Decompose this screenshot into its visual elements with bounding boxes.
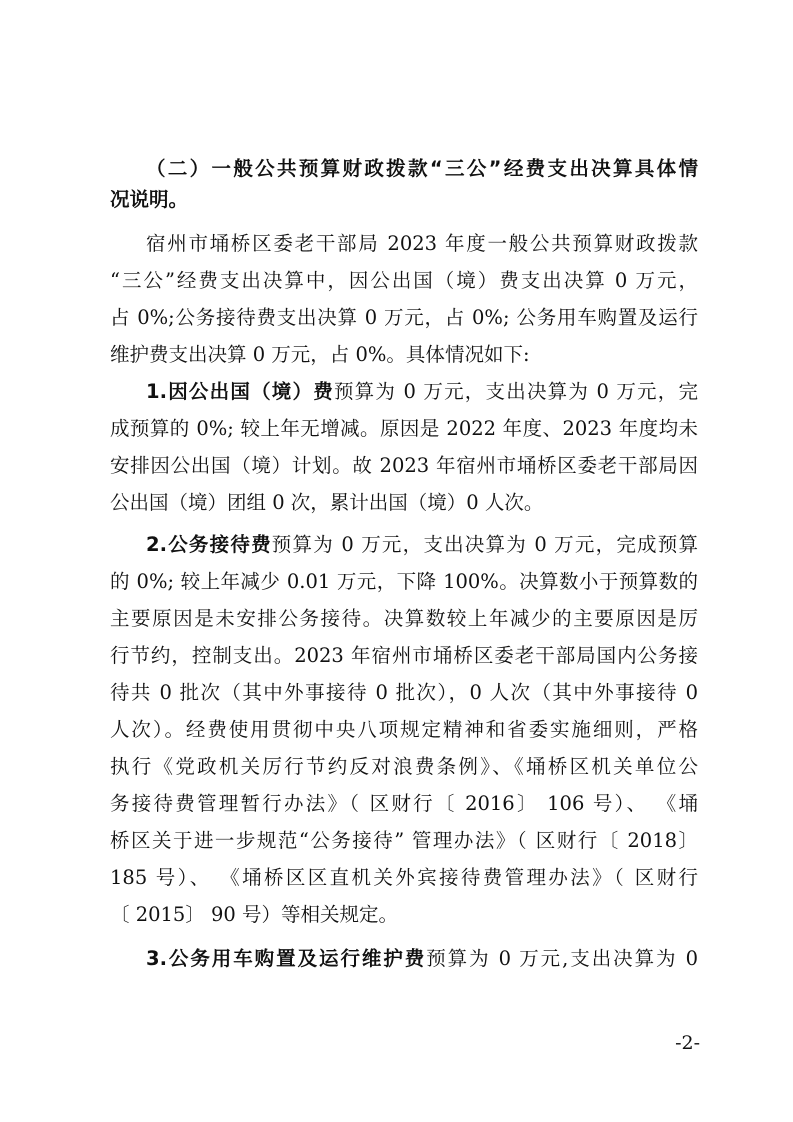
section-heading-line-2: 况说明。 (110, 188, 189, 211)
item1-first-line (146, 379, 698, 405)
item1-line: 公出国（境）团组 0 次，累计出国（境）0 人次。 (110, 491, 544, 514)
item2-line: 185 号）、 《埇桥区区直机关外宾接待费管理办法》（ 区财行 (110, 866, 698, 889)
page-number: -2- (675, 1032, 700, 1054)
item1-title: 1.因公出国（境）费 (146, 380, 334, 403)
item2-line: 待共 0 批次（其中外事接待 0 批次），0 人次（其中外事接待 0 (110, 681, 698, 704)
item2-lead: 预算为 0 万元，支出决算为 0 万元，完成预算 (271, 533, 698, 556)
intro-line-3: 占 0%;公务接待费支出决算 0 万元，占 0%; 公务用车购置及运行 (110, 306, 698, 329)
item3-lead: 预算为 0 万元,支出决算为 0 (426, 947, 698, 970)
item1-lead: 预算为 0 万元，支出决算为 0 万元，完 (333, 380, 698, 403)
item2-title: 2.公务接待费 (146, 533, 272, 556)
item2-line: 桥区关于进一步规范“公务接待” 管理办法》（ 区财行〔 2018〕 (110, 829, 698, 852)
item2-line: 的 0%; 较上年减少 0.01 万元，下降 100%。决算数小于预算数的 (110, 570, 698, 593)
item1-line: 成预算的 0%; 较上年无增减。原因是 2022 年度、2023 年度均未 (110, 417, 698, 440)
item3-first-line (146, 946, 698, 972)
item2-line: 主要原因是未安排公务接待。决算数较上年减少的主要原因是厉 (110, 607, 698, 630)
item2-line: 行节约，控制支出。2023 年宿州市埇桥区委老干部局国内公务接 (110, 644, 698, 667)
item2-line: 人次）。经费使用贯彻中央八项规定精神和省委实施细则，严格 (110, 718, 698, 741)
intro-line-1: 宿州市埇桥区委老干部局 2023 年度一般公共预算财政拨款 (146, 232, 698, 255)
item3-title: 3.公务用车购置及运行维护费 (146, 947, 427, 970)
section-heading-line-1: （二）一般公共预算财政拨款“三公”经费支出决算具体情 (146, 157, 698, 180)
item2-line: 执行《党政机关厉行节约反对浪费条例》、《埇桥区机关单位公 (110, 755, 698, 778)
item2-line: 务接待费管理暂行办法》（ 区财行〔 2016〕 106 号）、 《埇 (110, 792, 698, 815)
item2-first-line (146, 532, 698, 558)
intro-line-4: 维护费支出决算 0 万元，占 0%。具体情况如下: (110, 343, 530, 366)
item1-line: 安排因公出国（境）计划。故 2023 年宿州市埇桥区委老干部局因 (110, 454, 698, 477)
item2-line: 〔 2015〕 90 号）等相关规定。 (110, 903, 399, 926)
intro-line-2: “三公”经费支出决算中，因公出国（境）费支出决算 0 万元， (110, 269, 698, 292)
